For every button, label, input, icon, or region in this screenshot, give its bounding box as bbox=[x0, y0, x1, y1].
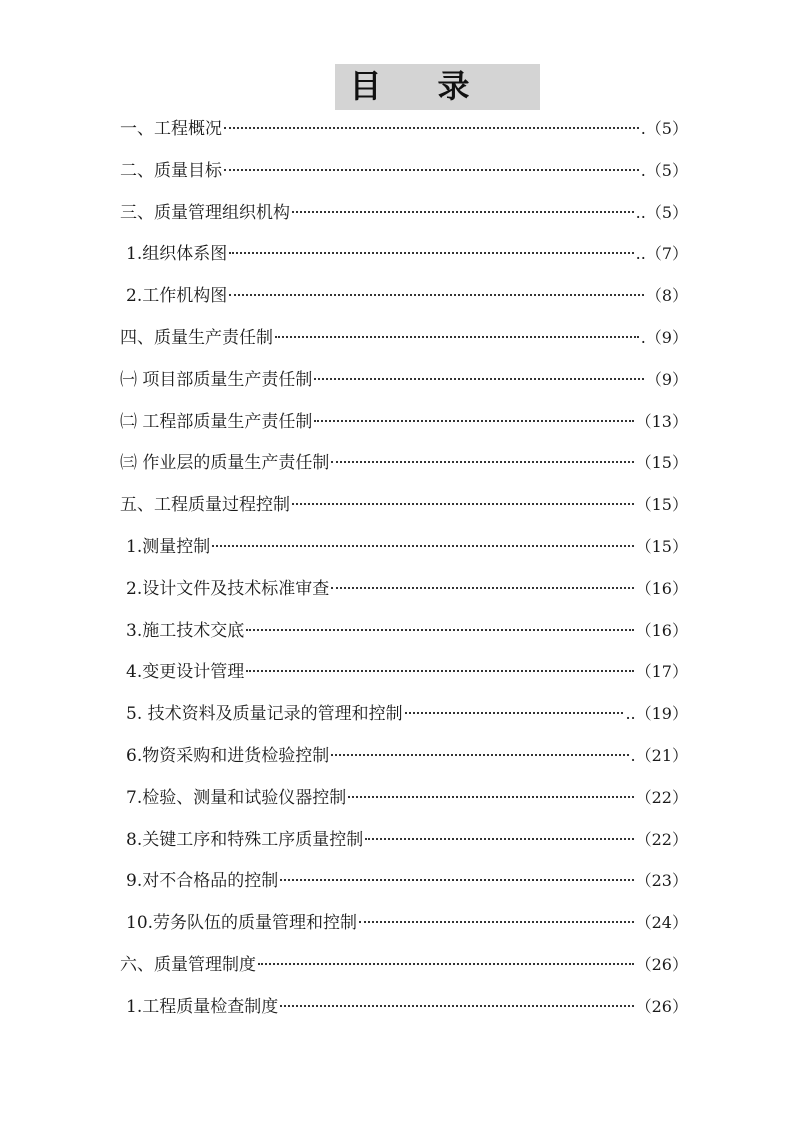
toc-dot-leader bbox=[275, 336, 639, 338]
toc-dot-leader bbox=[280, 1005, 633, 1007]
toc-dot-leader bbox=[314, 378, 643, 380]
toc-entry-page: .（9） bbox=[640, 327, 688, 347]
toc-entry-label: 1.工程质量检查制度 bbox=[126, 996, 279, 1017]
toc-entry-page: （16） bbox=[635, 620, 688, 640]
toc-entry bbox=[120, 860, 688, 902]
toc-dot-leader bbox=[246, 629, 633, 631]
toc-entry-page: ..（19） bbox=[625, 704, 688, 724]
toc-dot-leader bbox=[331, 461, 633, 463]
toc-entry-page: （22） bbox=[635, 787, 688, 807]
toc-entry-label: 四、质量生产责任制 bbox=[120, 327, 273, 348]
toc-dot-leader bbox=[212, 545, 633, 547]
toc-entry-page: （16） bbox=[635, 578, 688, 598]
toc-entry bbox=[120, 359, 688, 401]
toc-entry bbox=[120, 108, 688, 150]
toc-entry-page: .（5） bbox=[640, 160, 688, 180]
toc-entry-page: （22） bbox=[635, 829, 688, 849]
toc-dot-leader bbox=[224, 169, 639, 171]
toc-dot-leader bbox=[348, 796, 633, 798]
toc-dot-leader bbox=[229, 294, 644, 296]
toc-entry-label: 8.关键工序和特殊工序质量控制 bbox=[126, 829, 364, 850]
toc-entry bbox=[120, 150, 688, 192]
toc-entry-label: 五、工程质量过程控制 bbox=[120, 495, 290, 516]
toc-entry-page: （15） bbox=[635, 536, 688, 556]
toc-dot-leader bbox=[331, 587, 633, 589]
toc-entry bbox=[120, 192, 688, 234]
toc-entry-label: ㈢ 作业层的质量生产责任制 bbox=[120, 453, 330, 474]
toc-entry-page: .（21） bbox=[630, 745, 688, 765]
toc-entry-page: （26） bbox=[635, 996, 688, 1016]
title-wrapper bbox=[0, 64, 793, 110]
toc-dot-leader bbox=[292, 503, 634, 505]
toc-entry bbox=[120, 401, 688, 443]
table-of-contents bbox=[120, 108, 688, 1028]
toc-entry bbox=[120, 986, 688, 1028]
toc-entry-label: 1.测量控制 bbox=[126, 536, 211, 557]
toc-entry bbox=[120, 610, 688, 652]
toc-entry bbox=[120, 233, 688, 275]
toc-dot-leader bbox=[258, 963, 634, 965]
toc-dot-leader bbox=[405, 712, 624, 714]
toc-dot-leader bbox=[292, 211, 634, 213]
toc-entry-label: 一、工程概况 bbox=[120, 119, 222, 139]
toc-entry bbox=[120, 777, 688, 819]
toc-entry-label: ㈡ 工程部质量生产责任制 bbox=[120, 411, 313, 432]
toc-entry-label: 2.设计文件及技术标准审查 bbox=[126, 578, 330, 599]
toc-dot-leader bbox=[280, 879, 633, 881]
toc-entry-label: ㈠ 项目部质量生产责任制 bbox=[120, 369, 313, 390]
toc-entry-label: 三、质量管理组织机构 bbox=[120, 202, 290, 223]
toc-entry bbox=[120, 902, 688, 944]
toc-entry bbox=[120, 819, 688, 861]
toc-entry-page: （9） bbox=[645, 369, 688, 389]
toc-entry bbox=[120, 526, 688, 568]
toc-dot-leader bbox=[229, 252, 633, 254]
toc-entry-page: （24） bbox=[635, 913, 688, 933]
page-title: 目录 bbox=[335, 64, 539, 110]
toc-entry bbox=[120, 735, 688, 777]
toc-entry bbox=[120, 651, 688, 693]
toc-dot-leader bbox=[359, 921, 634, 923]
toc-dot-leader bbox=[314, 420, 633, 422]
toc-entry-label: 5. 技术资料及质量记录的管理和控制 bbox=[126, 704, 403, 725]
toc-entry-label: 3.施工技术交底 bbox=[126, 620, 245, 641]
toc-entry-label: 2.工作机构图 bbox=[126, 286, 228, 307]
toc-entry-label: 7.检验、测量和试验仪器控制 bbox=[126, 787, 347, 808]
toc-entry-page: （13） bbox=[635, 411, 688, 431]
toc-entry-page: （23） bbox=[635, 871, 688, 891]
toc-entry-label: 10.劳务队伍的质量管理和控制 bbox=[126, 913, 358, 934]
toc-entry bbox=[120, 484, 688, 526]
toc-entry bbox=[120, 944, 688, 986]
toc-entry-label: 六、质量管理制度 bbox=[120, 954, 256, 975]
toc-entry bbox=[120, 317, 688, 359]
toc-entry-page: ..（5） bbox=[635, 202, 688, 222]
toc-entry-page: （26） bbox=[635, 954, 688, 974]
toc-entry-label: 9.对不合格品的控制 bbox=[126, 871, 279, 892]
toc-entry bbox=[120, 275, 688, 317]
toc-entry-label: 1.组织体系图 bbox=[126, 244, 228, 265]
toc-entry-label: 二、质量目标 bbox=[120, 160, 222, 181]
toc-entry-page: （8） bbox=[645, 286, 688, 306]
toc-dot-leader bbox=[365, 838, 633, 840]
toc-entry-page: （15） bbox=[635, 495, 688, 515]
toc-dot-leader bbox=[246, 670, 633, 672]
toc-dot-leader bbox=[331, 754, 628, 756]
toc-entry-page: ..（7） bbox=[635, 244, 688, 264]
toc-entry bbox=[120, 442, 688, 484]
toc-entry-page: （17） bbox=[635, 662, 688, 682]
toc-entry-page: （15） bbox=[635, 453, 688, 473]
toc-entry-label: 6.物资采购和进货检验控制 bbox=[126, 745, 330, 766]
toc-entry bbox=[120, 693, 688, 735]
toc-dot-leader bbox=[224, 127, 639, 129]
toc-entry-page: .（5） bbox=[640, 119, 688, 138]
toc-entry-label: 4.变更设计管理 bbox=[126, 662, 245, 683]
toc-entry bbox=[120, 568, 688, 610]
